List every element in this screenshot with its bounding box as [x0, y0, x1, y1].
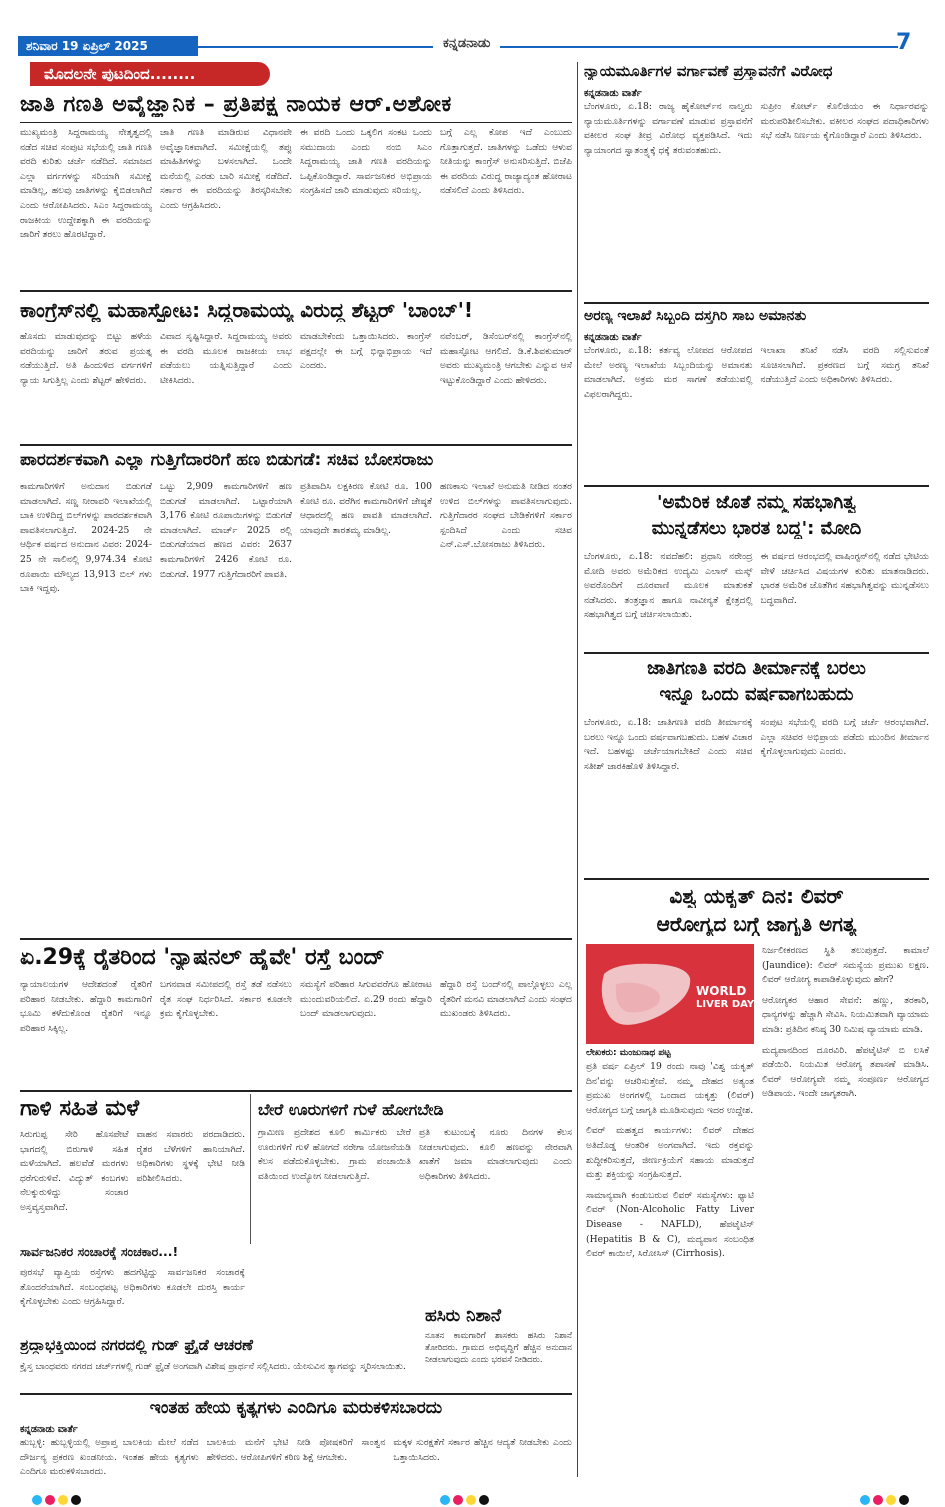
cyan-dot-icon: [440, 1495, 450, 1505]
headline-judges-opposition: ನ್ಯಾಯಮೂರ್ತಿಗಳ ವರ್ಗಾವಣೆ ಪ್ರಸ್ತಾವನೆಗೆ ವಿರೋಧ: [584, 62, 833, 80]
article-liver-day-right: [762, 944, 929, 1480]
headline-modi-america-line2: ಮುನ್ನಡೆಸಲು ಭಾರತ ಬದ್ಧ': ಮೋದಿ: [651, 518, 862, 539]
masthead-date-tab: [18, 36, 198, 56]
headline-congress-blast: ಕಾಂಗ್ರೆಸ್‌ನಲ್ಲಿ ಮಹಾಸ್ಫೋಟ: ಸಿದ್ದರಾಮಯ್ಯ ವಿರುದ್ಧ ಶೆಟ್ಟರ್ 'ಬಾಂಬ್'!: [20, 298, 473, 322]
article-column: ಒಟ್ಟು 2,909 ಕಾಮಗಾರಿಗಳಿಗೆ ಹಣ ಬಿಡುಗಡೆ ಮಾಡಲಾಗಿದೆ. ಒಟ್ಟಾರೆಯಾಗಿ 3,176 ಕೋಟಿ ರೂಪಾಯಿಗಳನ್ನು ಬಿಡುಗಡೆ ಮಾಡಲಾಗಿದೆ. ಮಾರ್ಚ್ 2025 ರಲ್ಲಿ ಬಿಡುಗಡೆಯಾದ ಹಣದ ವಿವರ: 2637 ಕಾಮಗಾರಿಗಳಿಗೆ 2426 ಕೋಟಿ ರೂ. ಬಿಡುಗಡೆ. 1977 ಗುತ್ತಿಗೆದಾರರಿಗೆ ಪಾವತಿ.: [160, 481, 292, 580]
page-number: 7: [896, 30, 912, 55]
article-column: ಗ್ರಾಮೀಣ ಪ್ರದೇಶದ ಕೂಲಿ ಕಾರ್ಮಿಕರು ಬೇರೆ ಊರುಗಳಿಗೆ ಗುಳೆ ಹೋಗದೆ ನರೇಗಾ ಯೋಜನೆಯಡಿ ಕೆಲಸ ಪಡೆದುಕೊಳ್ಳಬೇಕು. ಗ್ರಾಮ ಪಂಚಾಯಿತಿ ವತಿಯಿಂದ ಉದ್ಯೋಗ ನೀಡಲಾಗುತ್ತಿದೆ.: [258, 1127, 411, 1182]
cyan-dot-icon: [32, 1495, 42, 1505]
headline-caste-report-line1: ಜಾತಿಗಣತಿ ವರದಿ ತೀರ್ಮಾನಕ್ಕೆ ಬರಲು: [647, 658, 866, 679]
article-paragraph: ನಿರ್ಜಲೀಕರಣದ ಸ್ಥಿತಿ ತಲುಪುತ್ತದೆ. ಕಾಮಾಲೆ (Jaundice): ಲಿವರ್ ಸಮಸ್ಯೆಯ ಪ್ರಮುಖ ಲಕ್ಷಣ. ಲಿವರ್ ಆರೋಗ್ಯ ಕಾಪಾಡಿಕೊಳ್ಳುವುದು ಹೇಗೆ?: [762, 945, 929, 986]
article-column: ಬೆಂಗಳೂರು, ಏ.18: ಜಾತಿಗಣತಿ ವರದಿ ತೀರ್ಮಾನಕ್ಕೆ ಬರಲು ಇನ್ನೂ ಒಂದು ವರ್ಷವಾಗಬಹುದು. ಬಹಳ ವಿಚಾರ ಇದೆ. ಬಹಳಷ್ಟು ಚರ್ಚೆಯಾಗಬೇಕಿದೆ ಎಂದು ಸಚಿವ ಸತೀಶ್ ಜಾರಕಿಹೊಳಿ ತಿಳಿಸಿದ್ದಾರೆ.: [584, 717, 753, 772]
masthead-paper-name: ಕನ್ನಡನಾಡು: [433, 36, 500, 51]
yellow-dot-icon: [466, 1495, 476, 1505]
section-divider: [584, 485, 929, 487]
article-modi-america: [584, 550, 929, 650]
headline-modi-america-line1: 'ಅಮೆರಿಕ ಜೊತೆ ನಮ್ಮ ಸಹಭಾಗಿತ್ವ: [656, 492, 857, 513]
article-judges-opposition: [584, 100, 929, 300]
article-column: ಬೆಂಗಳೂರು, ಏ.18: ರಾಜ್ಯ ಹೈಕೋರ್ಟ್‌ನ ನಾಲ್ವರು ನ್ಯಾಯಮೂರ್ತಿಗಳನ್ನು ವರ್ಗಾವಣೆ ಮಾಡುವ ಪ್ರಸ್ತಾವನೆಗೆ ವಕೀಲರ ಸಂಘ ತೀವ್ರ ವಿರೋಧ ವ್ಯಕ್ತಪಡಿಸಿದೆ. ಇದು ನ್ಯಾಯಾಂಗದ ಸ್ವಾತಂತ್ರ್ಯಕ್ಕೆ ಧಕ್ಕೆ ತರುವಂತಹುದು.: [584, 101, 753, 156]
registration-marks-center: [440, 1490, 492, 1507]
article-good-friday: ಕ್ರೈಸ್ತ ಬಾಂಧವರು ನಗರದ ಚರ್ಚ್‌ಗಳಲ್ಲಿ ಗುಡ್ ಫ್ರೈಡೆ ಅಂಗವಾಗಿ ವಿಶೇಷ ಪ್ರಾರ್ಥನೆ ಸಲ್ಲಿಸಿದರು. ಯೇಸುವಿನ ತ್ಯಾಗವನ್ನು ಸ್ಮರಿಸಲಾಯಿತು.: [20, 1361, 406, 1372]
world-liver-day-image: [586, 944, 754, 1044]
masthead-date: ಶನಿವಾರ 19 ಏಪ್ರಿಲ್ 2025: [26, 39, 148, 53]
registration-marks-left: [32, 1490, 84, 1507]
cyan-dot-icon: [860, 1495, 870, 1505]
article-column: ಪ್ರತಿ ಕುಟುಂಬಕ್ಕೆ ನೂರು ದಿನಗಳ ಕೆಲಸ ನೀಡಲಾಗುವುದು. ಕೂಲಿ ಹಣವನ್ನು ನೇರವಾಗಿ ಖಾತೆಗೆ ಜಮಾ ಮಾಡಲಾಗುವುದು ಎಂದು ಅಧಿಕಾರಿಗಳು ತಿಳಿಸಿದರು.: [419, 1127, 572, 1182]
section-divider: [584, 878, 929, 880]
article-column: ಈ ವರದಿ ಒಂದು ಒಕ್ಕಲಿಗ ಸಂಕಟ ಒಂದು ಸಮುದಾಯ ಎಂದು ನಂಬಿ ಸಿಎಂ ಸಿದ್ದರಾಮಯ್ಯ ಜಾತಿ ಗಣತಿ ವರದಿಯನ್ನು ಒಪ್ಪಿಕೊಂಡಿದ್ದಾರೆ. ಸಾರ್ವಜನಿಕರ ಅಭಿಪ್ರಾಯ ಸಂಗ್ರಹಿಸದೆ ಜಾರಿ ಮಾಡುವುದು ಸರಿಯಲ್ಲ.: [300, 127, 432, 197]
section-divider: [20, 938, 572, 940]
headline-good-friday: ಶ್ರದ್ಧಾಭಕ್ತಿಯಿಂದ ನಗರದಲ್ಲಿ ಗುಡ್ ಫ್ರೈಡೆ ಆಚರಣೆ: [20, 1336, 254, 1354]
article-column: ಬಗ್ಗೆ ಎಲ್ಲ ಕೋಪ ಇದೆ ಎಂಬುದು ಗೊತ್ತಾಗುತ್ತದೆ. ಜಾತಿಗಳನ್ನು ಒಡೆದು ಆಳುವ ನೀತಿಯನ್ನು ಕಾಂಗ್ರೆಸ್ ಅನುಸರಿಸುತ್ತಿದೆ. ಬಿಜೆಪಿ ಈ ವರದಿಯ ವಿರುದ್ಧ ರಾಜ್ಯಾದ್ಯಂತ ಹೋರಾಟ ನಡೆಸಲಿದೆ ಎಂದು ತಿಳಿಸಿದರು.: [440, 127, 572, 197]
article-column: ಹಣಕಾಸು ಇಲಾಖೆ ಅನುಮತಿ ನೀಡಿದ ನಂತರ ಉಳಿದ ಬಿಲ್‌ಗಳನ್ನು ಪಾವತಿಸಲಾಗುವುದು. ಗುತ್ತಿಗೆದಾರರ ಸಂಘದ ಬೇಡಿಕೆಗಳಿಗೆ ಸರ್ಕಾರ ಸ್ಪಂದಿಸಿದೆ ಎಂದು ಸಚಿವ ಎನ್.ಎಸ್.ಬೋಸರಾಜು ತಿಳಿಸಿದರು.: [440, 481, 572, 551]
article-column: ಹುಬ್ಬಳ್ಳಿ: ಹುಬ್ಬಳ್ಳಿಯಲ್ಲಿ ಅಪ್ರಾಪ್ತ ಬಾಲಕಿಯ ಮೇಲೆ ನಡೆದ ದೌರ್ಜನ್ಯ ಪ್ರಕರಣ ಖಂಡನೀಯ. ಇಂತಹ ಹೇಯ ಕೃತ್ಯಗಳು ಎಂದಿಗೂ ಮರುಕಳಿಸಬಾರದು.: [20, 1437, 199, 1478]
article-column: ಜಾತಿ ಗಣತಿ ಮಾಡಿರುವ ವಿಧಾನವೇ ಅವೈಜ್ಞಾನಿಕವಾಗಿದೆ. ಸಮೀಕ್ಷೆಯಲ್ಲಿ ತಪ್ಪು ಮಾಹಿತಿಗಳನ್ನು ಬಳಸಲಾಗಿದೆ. ಒಂದೇ ಮನೆಯಲ್ಲಿ ಎರಡು ಬಾರಿ ಸಮೀಕ್ಷೆ ನಡೆದಿದೆ. ಸರ್ಕಾರ ಈ ವರದಿಯನ್ನು ತಿರಸ್ಕರಿಸಬೇಕು ಎಂದು ಆಗ್ರಹಿಸಿದರು.: [160, 127, 292, 211]
column-divider: [577, 62, 578, 1477]
article-column: ನವೆಂಬರ್, ಡಿಸೆಂಬರ್‌ನಲ್ಲಿ ಕಾಂಗ್ರೆಸ್‌ನಲ್ಲಿ ಮಹಾಸ್ಫೋಟ ಆಗಲಿದೆ. ಡಿ.ಕೆ.ಶಿವಕುಮಾರ್ ಅವರು ಮುಖ್ಯಮಂತ್ರಿ ಆಗಬೇಕು ಎನ್ನುವ ಆಸೆ ಇಟ್ಟುಕೊಂಡಿದ್ದಾರೆ ಎಂದು ಹೇಳಿದರು.: [440, 331, 572, 386]
article-column: ಕಾಮಗಾರಿಗಳಿಗೆ ಅನುದಾನ ಬಿಡುಗಡೆ ಮಾಡಲಾಗಿದೆ. ಸಣ್ಣ ನೀರಾವರಿ ಇಲಾಖೆಯಲ್ಲಿ ಬಾಕಿ ಉಳಿದಿದ್ದ ಬಿಲ್‌ಗಳನ್ನು ಪಾರದರ್ಶಕವಾಗಿ ಪಾವತಿಸಲಾಗುತ್ತಿದೆ. 2024-25 ನೇ ಆರ್ಥಿಕ ವರ್ಷದ ಅನುದಾನ ವಿವರ: 2024-25 ನೇ ಸಾಲಿನಲ್ಲಿ 9,974.34 ಕೋಟಿ ರೂಪಾಯಿ ಮೌಲ್ಯದ 13,913 ಬಿಲ್ ಗಳು ಬಾಕಿ ಇದ್ದವು.: [20, 481, 152, 595]
article-paragraph: ಮದ್ಯಪಾನದಿಂದ ದೂರವಿರಿ. ಹೆಪಟೈಟಿಸ್ ಬಿ ಲಸಿಕೆ ಪಡೆಯಿರಿ. ನಿಯಮಿತ ಆರೋಗ್ಯ ತಪಾಸಣೆ ಮಾಡಿಸಿ. ಲಿವರ್ ಆರೋಗ್ಯವೇ ನಮ್ಮ ಸಂಪೂರ್ಣ ಆರೋಗ್ಯದ ಅಡಿಪಾಯ. ಇಂದೇ ಜಾಗೃತರಾಗಿ.: [762, 1044, 929, 1100]
byline-heinous-acts: ಕನ್ನಡನಾಡು ವಾರ್ತೆ: [20, 1424, 78, 1435]
article-caste-report-year: [584, 716, 929, 876]
yellow-dot-icon: [886, 1495, 896, 1505]
article-congress-blast: [20, 330, 572, 440]
article-green-signal: ನೂತನ ಕಾಮಗಾರಿಗೆ ಶಾಸಕರು ಹಸಿರು ನಿಶಾನೆ ತೋರಿದರು. ಗ್ರಾಮದ ಅಭಿವೃದ್ಧಿಗೆ ಹೆಚ್ಚಿನ ಅನುದಾನ ನೀಡಲಾಗುವುದು ಎಂದು ಭರವಸೆ ನೀಡಿದರು.: [425, 1331, 572, 1365]
yellow-dot-icon: [58, 1495, 68, 1505]
section-divider: [20, 444, 572, 446]
article-column: ಮಾಡಬೇಕೆಂದು ಒತ್ತಾಯಿಸಿದರು. ಕಾಂಗ್ರೆಸ್ ಪಕ್ಷದಲ್ಲೇ ಈ ಬಗ್ಗೆ ಭಿನ್ನಾಭಿಪ್ರಾಯ ಇದೆ ಎಂದರು.: [300, 331, 432, 372]
section-divider: [250, 1094, 251, 1244]
headline-green-signal: ಹಸಿರು ನಿಶಾನೆ: [425, 1306, 502, 1326]
article-column: ಈ ವರ್ಷದ ಆರಂಭದಲ್ಲಿ ವಾಷಿಂಗ್ಟನ್‌ನಲ್ಲಿ ನಡೆದ ಭೇಟಿಯ ವೇಳೆ ಚರ್ಚಿಸಿದ ವಿಷಯಗಳ ಕುರಿತು ಮಾತನಾಡಿದರು. ಭಾರತ ಅಮೆರಿಕ ಜೊತೆಗಿನ ಸಹಭಾಗಿತ್ವವನ್ನು ಮುನ್ನಡೆಸಲು ಬದ್ಧವಾಗಿದೆ.: [760, 551, 929, 606]
article-column: ಬಾಲಕಿಯ ಮನೆಗೆ ಭೇಟಿ ನೀಡಿ ಪೋಷಕರಿಗೆ ಸಾಂತ್ವನ ಹೇಳಿದರು. ಆರೋಪಿಗಳಿಗೆ ಕಠಿಣ ಶಿಕ್ಷೆ ಆಗಬೇಕು.: [206, 1437, 386, 1463]
section-divider: [584, 652, 929, 654]
masthead: [18, 30, 928, 60]
section-divider: [20, 290, 572, 292]
article-column: ಸಮಸ್ಯೆಗೆ ಪರಿಹಾರ ಸಿಗುವವರೆಗೂ ಹೋರಾಟ ಮುಂದುವರಿಯಲಿದೆ. ಏ.29 ರಂದು ಹೆದ್ದಾರಿ ಬಂದ್ ಮಾಡಲಾಗುವುದು.: [300, 979, 432, 1020]
image-caption-line2: LIVER DAY: [696, 999, 754, 1010]
black-dot-icon: [479, 1495, 489, 1505]
byline-forest-dept: ಕನ್ನಡನಾಡು ವಾರ್ತೆ: [584, 332, 642, 343]
article-forest-dept: [584, 344, 929, 482]
registration-marks-right: [860, 1490, 912, 1507]
article-heinous-acts: [20, 1436, 572, 1480]
headline-liver-day-line2: ಆರೋಗ್ಯದ ಬಗ್ಗೆ ಜಾಗೃತಿ ಅಗತ್ಯ: [656, 912, 857, 936]
article-column: ಹೆದ್ದಾರಿ ರಸ್ತೆ ಬಂದ್‌ನಲ್ಲಿ ಪಾಲ್ಗೊಳ್ಳಲು ಎಲ್ಲ ರೈತರಿಗೆ ಮನವಿ ಮಾಡಲಾಗಿದೆ ಎಂದು ಸಂಘದ ಮುಖಂಡರು ತಿಳಿಸಿದರು.: [440, 979, 572, 1020]
headline-wind-rain: ಗಾಳಿ ಸಹಿತ ಮಳೆ: [20, 1096, 140, 1121]
section-divider: [20, 1090, 572, 1092]
article-highway-block: [20, 978, 572, 1086]
headline-caste-census: ಜಾತಿ ಗಣತಿ ಅವೈಜ್ಞಾನಿಕ – ಪ್ರತಿಪಕ್ಷ ನಾಯಕ ಆರ್.ಅಶೋಕ: [20, 92, 452, 117]
byline-judges-opposition: ಕನ್ನಡನಾಡು ವಾರ್ತೆ: [584, 88, 642, 99]
section-divider: [584, 302, 929, 304]
black-dot-icon: [899, 1495, 909, 1505]
headline-heinous-acts: ಇಂತಹ ಹೇಯ ಕೃತ್ಯಗಳು ಎಂದಿಗೂ ಮರುಕಳಿಸಬಾರದು: [149, 1398, 443, 1418]
headline-caste-report-line2: ಇನ್ನೂ ಒಂದು ವರ್ಷವಾಗಬಹುದು: [659, 684, 854, 705]
headline-liver-day-line1: ವಿಶ್ವ ಯಕೃತ್ ದಿನ: ಲಿವರ್: [669, 884, 844, 908]
black-dot-icon: [71, 1495, 81, 1505]
article-column: ನ್ಯಾಯಾಲಯಗಳ ಆದೇಶದಂತೆ ರೈತರಿಗೆ ಪರಿಹಾರ ನೀಡಬೇಕು. ಹೆದ್ದಾರಿ ಕಾಮಗಾರಿಗೆ ಭೂಮಿ ಕಳೆದುಕೊಂಡ ರೈತರಿಗೆ ಇನ್ನೂ ಪರಿಹಾರ ಸಿಕ್ಕಿಲ್ಲ.: [20, 979, 152, 1034]
article-column: ವಿವಾದ ಸೃಷ್ಟಿಸಿದ್ದಾರೆ. ಸಿದ್ದರಾಮಯ್ಯ ಅವರು ಈ ವರದಿ ಮೂಲಕ ರಾಜಕೀಯ ಲಾಭ ಪಡೆಯಲು ಯತ್ನಿಸುತ್ತಿದ್ದಾರೆ ಎಂದು ಟೀಕಿಸಿದರು.: [160, 331, 292, 386]
headline-underline: [20, 122, 572, 123]
headline-contractors: ಪಾರದರ್ಶಕವಾಗಿ ಎಲ್ಲಾ ಗುತ್ತಿಗೆದಾರರಿಗೆ ಹಣ ಬಿಡುಗಡೆ: ಸಚಿವ ಬೋಸರಾಜು: [20, 450, 434, 470]
masthead-line: [198, 46, 898, 48]
article-contractors: [20, 480, 572, 935]
article-column: ಮಕ್ಕಳ ಸುರಕ್ಷತೆಗೆ ಸರ್ಕಾರ ಹೆಚ್ಚಿನ ಆದ್ಯತೆ ನೀಡಬೇಕು ಎಂದು ಒತ್ತಾಯಿಸಿದರು.: [393, 1437, 572, 1463]
article-column: ಸಿರುಗುಪ್ಪ ಸೇರಿ ಹೊಸಪೇಟೆ ಭಾಗದಲ್ಲಿ ಬಿರುಗಾಳಿ ಸಹಿತ ಮಳೆಯಾಗಿದೆ. ಹಲವೆಡೆ ಮರಗಳು ಧರೆಗುರುಳಿವೆ. ವಿದ್ಯುತ್ ಕಂಬಗಳು ನೆಲಕ್ಕುರುಳಿದ್ದು ಸಂಚಾರ ಅಸ್ತವ್ಯಸ್ತವಾಗಿದೆ.: [20, 1129, 129, 1213]
article-paragraph: ಪ್ರತಿ ವರ್ಷ ಏಪ್ರಿಲ್ 19 ರಂದು ನಾವು 'ವಿಶ್ವ ಯಕೃತ್ ದಿನ'ವನ್ನು ಆಚರಿಸುತ್ತೇವೆ. ನಮ್ಮ ದೇಹದ ಅತ್ಯಂತ ಪ್ರಮುಖ ಅಂಗಗಳಲ್ಲಿ ಒಂದಾದ ಯಕೃತ್ತು (ಲಿವರ್) ಆರೋಗ್ಯದ ಬಗ್ಗೆ ಜಾಗೃತಿ ಮೂಡಿಸುವುದು ಇದರ ಉದ್ದೇಶ.: [586, 1061, 754, 1116]
byline-liver-day: ಲೇಖಕರು: ಮಂಜುನಾಥ ಪಟ್ಟ: [586, 1048, 671, 1058]
article-paragraph: ಲಿವರ್ ಮಹತ್ವದ ಕಾರ್ಯಗಳು: ಲಿವರ್ ದೇಹದ ಅತಿದೊಡ್ಡ ಆಂತರಿಕ ಅಂಗವಾಗಿದೆ. ಇದು ರಕ್ತವನ್ನು ಶುದ್ಧೀಕರಿಸುತ್ತದೆ, ಜೀರ್ಣಕ್ರಿಯೆಗೆ ಸಹಾಯ ಮಾಡುತ್ತದೆ ಮತ್ತು ಶಕ್ತಿಯನ್ನು ಸಂಗ್ರಹಿಸುತ್ತದೆ.: [586, 1125, 754, 1181]
headline-other-villages: ಬೇರೆ ಊರುಗಳಿಗೆ ಗುಳೆ ಹೋಗಬೇಡಿ: [258, 1100, 444, 1119]
article-paragraph: ಸಾಮಾನ್ಯವಾಗಿ ಕಂಡುಬರುವ ಲಿವರ್ ಸಮಸ್ಯೆಗಳು: ಫ್ಯಾಟಿ ಲಿವರ್ (Non-Alcoholic Fatty Liver Disease - NAFLD), ಹೆಪಟೈಟಿಸ್ (Hepatitis B & C), ಮದ್ಯಪಾನ ಸಂಬಂಧಿತ ಲಿವರ್ ಕಾಯಿಲೆ, ಸಿರೋಸಿಸ್ (Cirrhosis).: [586, 1189, 754, 1260]
article-column: ಹೊಸದು ಮಾಡುವುದನ್ನು ಬಿಟ್ಟು ಹಳೆಯ ವರದಿಯನ್ನು ಜಾರಿಗೆ ತರುವ ಪ್ರಯತ್ನ ನಡೆಯುತ್ತಿದೆ. ಅತಿ ಹಿಂದುಳಿದ ವರ್ಗಗಳಿಗೆ ನ್ಯಾಯ ಸಿಗುತ್ತಿಲ್ಲ ಎಂದು ಶೆಟ್ಟರ್ ಹೇಳಿದರು.: [20, 331, 152, 386]
article-wind-rain: [20, 1128, 245, 1240]
headline-forest-dept: ಅರಣ್ಯ ಇಲಾಖೆ ಸಿಬ್ಬಂದಿ ದಸ್ತಗಿರಿ ಸಾಬ ಅಮಾನತು: [584, 308, 807, 324]
article-caste-census: [20, 126, 572, 286]
article-column: ಮುಖ್ಯಮಂತ್ರಿ ಸಿದ್ದರಾಮಯ್ಯ ನೇತೃತ್ವದಲ್ಲಿ ನಡೆದ ಸಚಿವ ಸಂಪುಟ ಸಭೆಯಲ್ಲಿ ಜಾತಿ ಗಣತಿ ವರದಿ ಕುರಿತು ಚರ್ಚೆ ನಡೆದಿದೆ. ಸಮಾಜದ ಎಲ್ಲಾ ವರ್ಗಗಳನ್ನು ಸರಿಯಾಗಿ ಸಮೀಕ್ಷೆ ಮಾಡಿಲ್ಲ, ಹಲವು ಜಾತಿಗಳನ್ನು ಕೈಬಿಡಲಾಗಿದೆ ಎಂದು ಆರೋಪಿಸಿದರು. ಸಿಎಂ ಸಿದ್ದರಾಮಯ್ಯ ರಾಜಕೀಯ ಉದ್ದೇಶಕ್ಕಾಗಿ ಈ ವರದಿಯನ್ನು ಜಾರಿಗೆ ತರಲು ಹೊರಟಿದ್ದಾರೆ.: [20, 127, 152, 241]
article-liver-day-left: [586, 1060, 754, 1480]
article-column: ಬಗನವಾಡ ಸಮೀಪದಲ್ಲಿ ರಸ್ತೆ ತಡೆ ನಡೆಸಲು ರೈತ ಸಂಘ ನಿರ್ಧರಿಸಿದೆ. ಸರ್ಕಾರ ಕೂಡಲೇ ಕ್ರಮ ಕೈಗೊಳ್ಳಬೇಕು.: [160, 979, 292, 1020]
section-divider: [20, 1393, 572, 1395]
image-caption-line1: WORLD: [696, 984, 747, 998]
article-column: ಬೆಂಗಳೂರು, ಏ.18: ಕರ್ತವ್ಯ ಲೋಪದ ಆರೋಪದ ಮೇಲೆ ಅರಣ್ಯ ಇಲಾಖೆಯ ಸಿಬ್ಬಂದಿಯನ್ನು ಅಮಾನತು ಮಾಡಲಾಗಿದೆ. ಅಕ್ರಮ ಮರ ಸಾಗಣೆ ತಡೆಯುವಲ್ಲಿ ವಿಫಲರಾಗಿದ್ದರು.: [584, 345, 753, 400]
article-public-transport: ಪುರಸಭೆ ವ್ಯಾಪ್ತಿಯ ರಸ್ತೆಗಳು ಹದಗೆಟ್ಟಿದ್ದು ಸಾರ್ವಜನಿಕರ ಸಂಚಾರಕ್ಕೆ ತೊಂದರೆಯಾಗಿದೆ. ಸಂಬಂಧಪಟ್ಟ ಅಧಿಕಾರಿಗಳು ಕೂಡಲೇ ದುರಸ್ತಿ ಕಾರ್ಯ ಕೈಗೊಳ್ಳಬೇಕು ಎಂದು ಆಗ್ರಹಿಸಿದ್ದಾರೆ.: [20, 1267, 245, 1308]
headline-highway-block: ಏ.29ಕ್ಕೆ ರೈತರಿಂದ 'ನ್ಯಾಷನಲ್ ಹೈವೇ' ರಸ್ತೆ ಬಂದ್: [20, 945, 385, 970]
article-column: ಬೆಂಗಳೂರು, ಏ.18: ನವದೆಹಲಿ: ಪ್ರಧಾನಿ ನರೇಂದ್ರ ಮೋದಿ ಅವರು ಅಮೆರಿಕದ ಉದ್ಯಮಿ ಎಲಾನ್ ಮಸ್ಕ್ ಅವರೊಂದಿಗೆ ದೂರವಾಣಿ ಮೂಲಕ ಮಾತುಕತೆ ನಡೆಸಿದರು. ತಂತ್ರಜ್ಞಾನ ಹಾಗೂ ನಾವೀನ್ಯತೆ ಕ್ಷೇತ್ರದಲ್ಲಿ ಸಹಭಾಗಿತ್ವದ ಬಗ್ಗೆ ಚರ್ಚಿಸಲಾಯಿತು.: [584, 551, 753, 621]
article-column: ವಾಹನ ಸವಾರರು ಪರದಾಡಿದರು. ರೈತರ ಬೆಳೆಗಳಿಗೆ ಹಾನಿಯಾಗಿದೆ. ಅಧಿಕಾರಿಗಳು ಸ್ಥಳಕ್ಕೆ ಭೇಟಿ ನೀಡಿ ಪರಿಶೀಲಿಸಿದರು.: [136, 1129, 245, 1184]
article-column: ಸಂಪುಟ ಸಭೆಯಲ್ಲಿ ವರದಿ ಬಗ್ಗೆ ಚರ್ಚೆ ಆರಂಭವಾಗಿದೆ. ಎಲ್ಲಾ ಸಚಿವರ ಅಭಿಪ್ರಾಯ ಪಡೆದು ಮುಂದಿನ ತೀರ್ಮಾನ ಕೈಗೊಳ್ಳಲಾಗುವುದು ಎಂದರು.: [760, 717, 929, 758]
magenta-dot-icon: [45, 1495, 55, 1505]
article-column: ಪ್ರತಿಪಾದಿಸಿ ಲಕ್ಷಕಿರಣ ಕೋಟಿ ರೂ. 100 ಕೋಟಿ ರೂ. ವರೆಗಿನ ಕಾಮಗಾರಿಗಳಿಗೆ ಜೇಷ್ಠತೆ ಆಧಾರದಲ್ಲಿ ಹಣ ಪಾವತಿ ಮಾಡಲಾಗಿದೆ. ಯಾವುದೇ ತಾರತಮ್ಯ ಮಾಡಿಲ್ಲ.: [300, 481, 432, 536]
article-paragraph: ಆರೋಗ್ಯಕರ ಆಹಾರ ಸೇವನೆ: ಹಣ್ಣು, ತರಕಾರಿ, ಧಾನ್ಯಗಳನ್ನು ಹೆಚ್ಚಾಗಿ ಸೇವಿಸಿ. ನಿಯಮಿತವಾಗಿ ವ್ಯಾಯಾಮ ಮಾಡಿ: ಪ್ರತಿದಿನ ಕನಿಷ್ಠ 30 ನಿಮಿಷ ವ್ಯಾಯಾಮ ಮಾಡಿ.: [762, 994, 929, 1035]
magenta-dot-icon: [453, 1495, 463, 1505]
headline-public-transport: ಸಾರ್ವಜನಿಕರ ಸಂಚಾರಕ್ಕೆ ಸಂಚಕಾರ...!: [20, 1244, 179, 1259]
article-column: ಸುಪ್ರೀಂ ಕೋರ್ಟ್ ಕೊಲಿಜಿಯಂ ಈ ನಿರ್ಧಾರವನ್ನು ಮರುಪರಿಶೀಲಿಸಬೇಕು. ವಕೀಲರ ಸಂಘದ ಪದಾಧಿಕಾರಿಗಳು ಸಭೆ ನಡೆಸಿ ನಿರ್ಣಯ ಕೈಗೊಂಡಿದ್ದಾರೆ ಎಂದು ತಿಳಿಸಿದರು.: [760, 101, 929, 142]
magenta-dot-icon: [873, 1495, 883, 1505]
article-column: ಇಲಾಖಾ ತನಿಖೆ ನಡೆಸಿ ವರದಿ ಸಲ್ಲಿಸುವಂತೆ ಸೂಚಿಸಲಾಗಿದೆ. ಪ್ರಕರಣದ ಬಗ್ಗೆ ಸಮಗ್ರ ತನಿಖೆ ನಡೆಯುತ್ತಿದೆ ಎಂದು ಅಧಿಕಾರಿಗಳು ತಿಳಿಸಿದರು.: [760, 345, 929, 386]
section-ribbon: ಮೊದಲನೇ ಪುಟದಿಂದ........: [30, 62, 270, 86]
